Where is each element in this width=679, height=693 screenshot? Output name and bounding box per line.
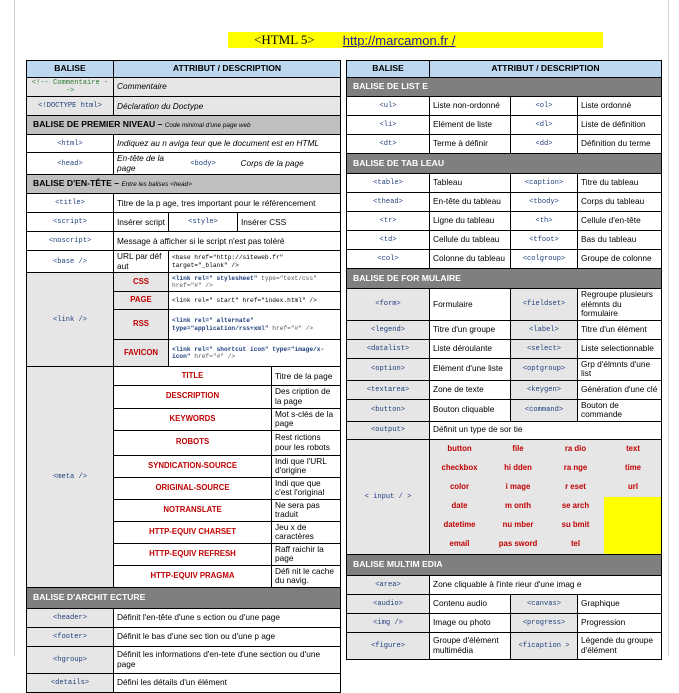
colgroup-desc: Groupe de colonne: [578, 250, 662, 269]
noscript-tag: <noscript>: [27, 232, 114, 251]
td-tag: <td>: [347, 231, 430, 250]
comment-tag: <!-- Commentaire -->: [27, 78, 114, 97]
fieldset-desc: Regroupe plusieurs elémnts du formulaire: [578, 289, 662, 321]
optgroup-tag: <optgroup>: [511, 358, 578, 380]
meta-key: KEYWORDS: [114, 408, 272, 430]
form-tag: <form>: [347, 289, 430, 321]
page-edge-right: [668, 0, 669, 656]
input-type: file: [489, 440, 547, 459]
input-type: tel: [547, 535, 604, 554]
style-tag: <style>: [169, 213, 238, 232]
section-liste: BALISE DE LIST E: [347, 78, 662, 97]
caption-desc: Titre du tableau: [578, 174, 662, 193]
img-tag: <img />: [347, 613, 430, 632]
audio-tag: <audio>: [347, 594, 430, 613]
input-type: su bmit: [547, 516, 604, 535]
input-type: se arch: [547, 497, 604, 516]
th-desc: Cellule d'en-tête: [578, 212, 662, 231]
figcaption-tag: <ficaption >: [511, 632, 578, 659]
button-desc: Bouton cliquable: [430, 399, 511, 421]
area-desc: Zone cliquable à l'inte rieur d'une imag e: [430, 575, 662, 594]
dt-tag: <dt>: [347, 135, 430, 154]
body-desc: Corps de la page: [238, 153, 341, 175]
meta-key: NOTRANSLATE: [114, 499, 272, 521]
caption-tag: <caption>: [511, 174, 578, 193]
input-type: time: [604, 459, 662, 478]
meta-tag: <meta />: [27, 367, 114, 588]
input-type: r eset: [547, 478, 604, 497]
link-page-label: PAGE: [114, 292, 169, 310]
section-architecture: BALISE D'ARCHIT ECTURE: [27, 587, 341, 608]
col-tag: <col>: [347, 250, 430, 269]
meta-value: Des cription de la page: [272, 386, 341, 408]
legend-tag: <legend>: [347, 320, 430, 339]
output-desc: Définit un type de sor tie: [430, 421, 662, 439]
link-css-code: <link rel=" stylesheet" type="text/css" href="#" />: [169, 273, 341, 292]
progress-tag: <progress>: [511, 613, 578, 632]
meta-value: Rest rictions pour les robots: [272, 430, 341, 455]
meta-key: HTTP-EQUIV PRAGMA: [114, 565, 272, 587]
head-tag: <head>: [27, 153, 114, 175]
right-header-attribut: ATTRIBUT / DESCRIPTION: [430, 61, 662, 78]
input-type: url: [604, 478, 662, 497]
hgroup-tag: <hgroup>: [27, 646, 114, 673]
input-type: checkbox: [430, 459, 489, 478]
label-tag: <label>: [511, 320, 578, 339]
title-desc: Titre de la p age, tres important pour le référencement: [114, 194, 341, 213]
tbody-desc: Corps du tableau: [578, 193, 662, 212]
canvas-desc: Graphique: [578, 594, 662, 613]
comment-desc: Commentaire: [114, 78, 341, 97]
input-type: m onth: [489, 497, 547, 516]
meta-key: DESCRIPTION: [114, 386, 272, 408]
ul-tag: <ul>: [347, 97, 430, 116]
body-tag: <body>: [169, 153, 238, 175]
header-desc: Définit l'en-tête d'une s ection ou d'une page: [114, 608, 341, 627]
base-code: <base href="http://siteweb.fr" target="_blank" />: [169, 251, 341, 273]
meta-key: TITLE: [114, 367, 272, 386]
left-header-balise: BALISE: [27, 61, 114, 78]
link-page-code: <link rel=" start" href="index.html" />: [169, 292, 341, 310]
meta-value: Raff raichir la page: [272, 543, 341, 565]
th-tag: <th>: [511, 212, 578, 231]
tr-tag: <tr>: [347, 212, 430, 231]
area-tag: <area>: [347, 575, 430, 594]
footer-tag: <footer>: [27, 627, 114, 646]
left-header-attribut: ATTRIBUT / DESCRIPTION: [114, 61, 341, 78]
meta-value: Indi que que c'est l'original: [272, 477, 341, 499]
button-tag: <button>: [347, 399, 430, 421]
datalist-tag: <datalist>: [347, 339, 430, 358]
meta-value: Titre de la page: [272, 367, 341, 386]
section-multimedia: BALISE MULTIM EDIA: [347, 554, 662, 575]
dt-desc: Terme à définir: [430, 135, 511, 154]
page-edge-left: [14, 0, 15, 656]
meta-value: Mot s-clés de la page: [272, 408, 341, 430]
td-desc: Cellule du tableau: [430, 231, 511, 250]
link-favicon-label: FAVICON: [114, 340, 169, 367]
doctype-desc: Déclaration du Doctype: [114, 97, 341, 116]
footer-desc: Définit le bas d'une sec tion ou d'une p age: [114, 627, 341, 646]
li-desc: Elément de liste: [430, 116, 511, 135]
hgroup-desc: Définit les informations d'en-tete d'une section ou d'une page: [114, 646, 341, 673]
section-tableau: BALISE DE TAB LEAU: [347, 154, 662, 174]
tr-desc: Ligne du tableau: [430, 212, 511, 231]
dd-desc: Définition du terme: [578, 135, 662, 154]
li-tag: <li>: [347, 116, 430, 135]
base-tag: <base />: [27, 251, 114, 273]
doctype-tag: <!DOCTYPE html>: [27, 97, 114, 116]
thead-tag: <thead>: [347, 193, 430, 212]
input-type: button: [430, 440, 489, 459]
meta-value: Défi nit le cache du navig.: [272, 565, 341, 587]
ul-desc: Liste non-ordonné: [430, 97, 511, 116]
link-rss-code: <link rel=" alternate" type="application/rss+xml" href="#" />: [169, 310, 341, 340]
dl-tag: <dl>: [511, 116, 578, 135]
dl-desc: Liste de définition: [578, 116, 662, 135]
img-desc: Image ou photo: [430, 613, 511, 632]
ol-tag: <ol>: [511, 97, 578, 116]
input-type: email: [430, 535, 489, 554]
legend-desc: Titre d'un groupe: [430, 320, 511, 339]
title-bar: [228, 32, 603, 48]
input-type: nu mber: [489, 516, 547, 535]
meta-value: Indi que l'URL d'origine: [272, 455, 341, 477]
input-type: pas sword: [489, 535, 547, 554]
form-desc: Formulaire: [430, 289, 511, 321]
link-rss-label: RSS: [114, 310, 169, 340]
details-desc: Défini les détails d'un élément: [114, 673, 341, 692]
command-desc: Bouton de commande: [578, 399, 662, 421]
input-type: ra nge: [547, 459, 604, 478]
html-tag: <html>: [27, 135, 114, 153]
meta-value: Ne sera pas traduit: [272, 499, 341, 521]
meta-key: SYNDICATION-SOURCE: [114, 455, 272, 477]
title-link[interactable]: http://marcamon.fr /: [342, 32, 456, 48]
keygen-desc: Génération d'une clé: [578, 380, 662, 399]
output-tag: <output>: [347, 421, 430, 439]
select-tag: <select>: [511, 339, 578, 358]
table-tag: <table>: [347, 174, 430, 193]
left-table: [26, 60, 341, 693]
select-desc: Liste selectionnable: [578, 339, 662, 358]
progress-desc: Progression: [578, 613, 662, 632]
link-tag: <link />: [27, 273, 114, 367]
audio-desc: Contenu audio: [430, 594, 511, 613]
tbody-tag: <tbody>: [511, 193, 578, 212]
colgroup-tag: <colgroup>: [511, 250, 578, 269]
meta-key: ROBOTS: [114, 430, 272, 455]
thead-desc: En-tête du tableau: [430, 193, 511, 212]
title-tag: <title>: [27, 194, 114, 213]
input-types-grid: [430, 440, 662, 554]
meta-key: ORIGINAL-SOURCE: [114, 477, 272, 499]
html-desc: Indiquez au n aviga teur que le document est en HTML: [114, 135, 341, 153]
script-desc: Insérer script: [114, 213, 169, 232]
optgroup-desc: Grp d'élmnts d'une list: [578, 358, 662, 380]
figure-tag: <figure>: [347, 632, 430, 659]
title-html5: <HTML 5>: [254, 32, 315, 47]
option-desc: Elément d'une liste: [430, 358, 511, 380]
right-table: [346, 60, 662, 660]
textarea-tag: <textarea>: [347, 380, 430, 399]
right-header-balise: BALISE: [347, 61, 430, 78]
figure-desc: Groupe d'élément multimédia: [430, 632, 511, 659]
input-type: datetime: [430, 516, 489, 535]
tfoot-tag: <tfoot>: [511, 231, 578, 250]
section-formulaire: BALISE DE FOR MULAIRE: [347, 269, 662, 289]
dd-tag: <dd>: [511, 135, 578, 154]
noscript-desc: Message à afficher si le script n'est pas toléré: [114, 232, 341, 251]
label-desc: Titre d'un élément: [578, 320, 662, 339]
head-desc: En-tête de la page: [114, 153, 169, 175]
meta-value: Jeu x de caractères: [272, 521, 341, 543]
script-tag: <script>: [27, 213, 114, 232]
textarea-desc: Zone de texte: [430, 380, 511, 399]
input-tag: < input / >: [347, 439, 430, 554]
input-type-empty: [604, 516, 662, 535]
input-type: hi dden: [489, 459, 547, 478]
input-type: text: [604, 440, 662, 459]
section-en-tete: BALISE D'EN-TÊTE – Entre les balises <head>: [27, 175, 341, 194]
input-type-empty: [604, 535, 662, 554]
canvas-tag: <canvas>: [511, 594, 578, 613]
input-type-empty: [604, 497, 662, 516]
input-type: ra dio: [547, 440, 604, 459]
option-tag: <option>: [347, 358, 430, 380]
header-tag: <header>: [27, 608, 114, 627]
link-css-label: CSS: [114, 273, 169, 292]
table-desc: Tableau: [430, 174, 511, 193]
link-favicon-code: <link rel=" shortcut icon" type="image/x-icon" href="#" />: [169, 340, 341, 367]
input-type: color: [430, 478, 489, 497]
meta-key: HTTP-EQUIV REFRESH: [114, 543, 272, 565]
input-type: date: [430, 497, 489, 516]
keygen-tag: <keygen>: [511, 380, 578, 399]
meta-key: HTTP-EQUIV CHARSET: [114, 521, 272, 543]
section-premier-niveau: BALISE DE PREMIER NIVEAU – Code minimal d'une page web: [27, 116, 341, 135]
datalist-desc: Liste déroulante: [430, 339, 511, 358]
col-desc: Colonne du tableau: [430, 250, 511, 269]
input-type: i mage: [489, 478, 547, 497]
fieldset-tag: <fieldset>: [511, 289, 578, 321]
ol-desc: Liste ordonné: [578, 97, 662, 116]
input-types-cell: [430, 439, 662, 554]
command-tag: <command>: [511, 399, 578, 421]
style-desc: Insérer CSS: [238, 213, 341, 232]
details-tag: <details>: [27, 673, 114, 692]
tfoot-desc: Bas du tableau: [578, 231, 662, 250]
base-desc: URL par déf aut: [114, 251, 169, 273]
figcaption-desc: Légende du groupe d'élément: [578, 632, 662, 659]
